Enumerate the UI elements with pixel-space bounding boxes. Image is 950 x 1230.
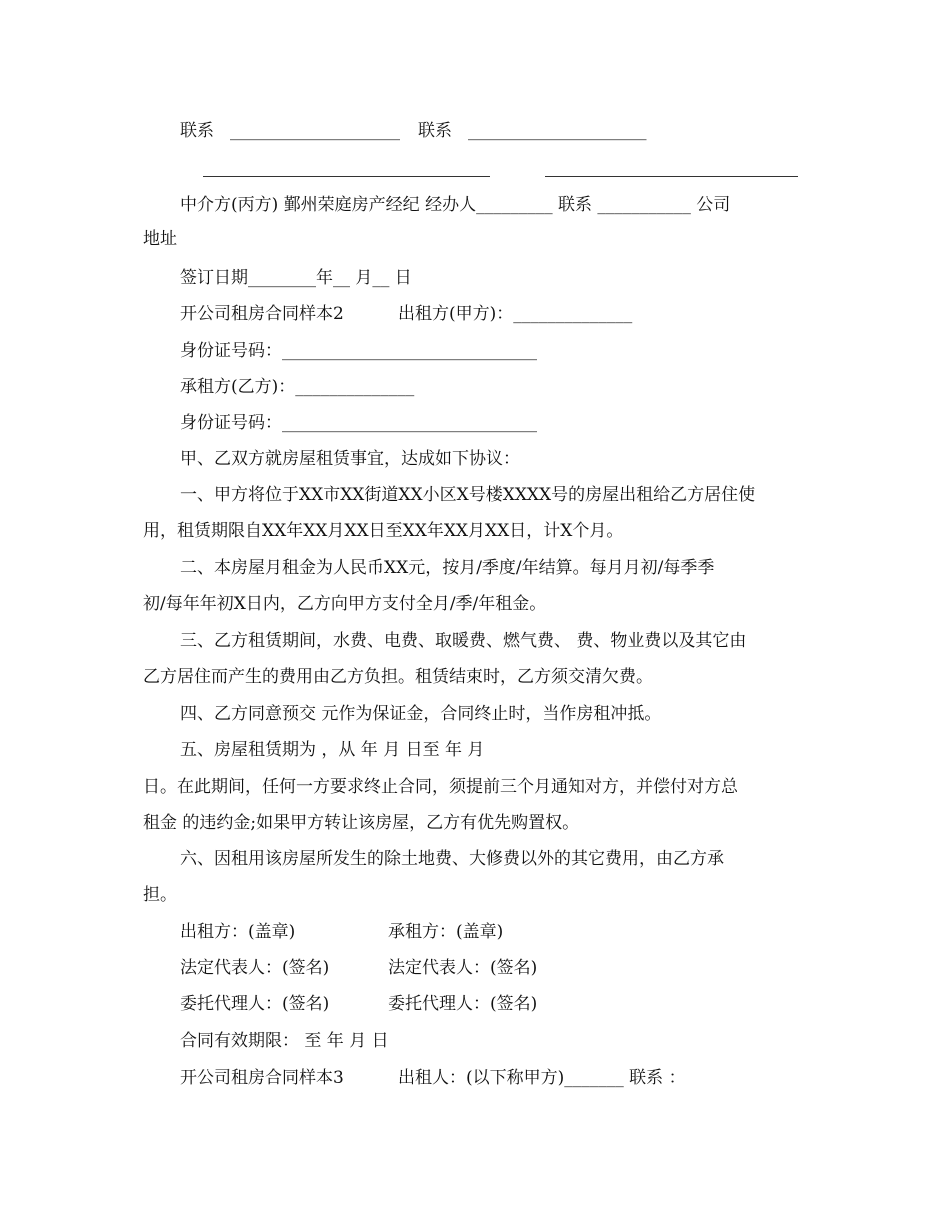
clause-5-line-1: 五、房屋租赁期为 ，从 年 月 日至 年 月 [180, 740, 485, 760]
contact-label-left: 联系 [180, 121, 214, 141]
clause-2-line-2: 初/每年年初X日内，乙方向甲方支付全月/季/年租金。 [143, 594, 547, 614]
sample2-lessor: 出租方(甲方)：______________ [398, 304, 633, 324]
contact-label-right: 联系 [418, 121, 452, 141]
clause-2-line-1: 二、本房屋月租金为人民币XX元，按月/季度/年结算。每月月初/每季季 [180, 558, 715, 578]
signature-rule-right [545, 176, 798, 177]
contract-validity: 合同有效期限： 至 年 月 日 [180, 1031, 389, 1051]
sample2-lessee: 承租方(乙方)：______________ [180, 377, 415, 397]
agent-line: 中介方(丙方) 鄞州荣庭房产经纪 经办人_________ 联系 ___________ 公司 [180, 195, 731, 215]
contact-blank-right: _____________________ [468, 121, 647, 141]
clause-5-line-3: 租金 的违约金;如果甲方转让该房屋，乙方有优先购置权。 [143, 813, 580, 833]
sig-lessor: 出租方：(盖章) [180, 922, 296, 942]
agent-rep-right: 委托代理人：(签名) [388, 994, 538, 1014]
clause-6-line-2: 担。 [143, 885, 177, 905]
contact-blank-left: ____________________ [230, 121, 400, 141]
clause-3-line-2: 乙方居住而产生的费用由乙方负担。租赁结束时，乙方须交清欠费。 [143, 667, 653, 687]
clause-3-line-1: 三、乙方租赁期间，水费、电费、取暖费、燃气费、 费、物业费以及其它由 [180, 631, 747, 651]
sample3-lessor: 出租人：(以下称甲方)_______ 联系 ： [398, 1068, 686, 1088]
sample2-intro: 甲、乙双方就房屋租赁事宜，达成如下协议： [180, 449, 520, 469]
sig-lessee: 承租方：(盖章) [388, 922, 504, 942]
agent-rep-left: 委托代理人：(签名) [180, 994, 330, 1014]
sample2-id-lessor: 身份证号码：______________________________ [180, 341, 537, 361]
clause-5-line-2: 日。在此期间，任何一方要求终止合同，须提前三个月通知对方，并偿付对方总 [143, 777, 738, 797]
sample3-title: 开公司租房合同样本3 [180, 1068, 344, 1088]
sample2-title: 开公司租房合同样本2 [180, 304, 344, 324]
legal-rep-left: 法定代表人：(签名) [180, 958, 330, 978]
legal-rep-right: 法定代表人：(签名) [388, 958, 538, 978]
signature-rule-left [203, 176, 490, 177]
sign-date: 签订日期________年__ 月__ 日 [180, 268, 412, 288]
clause-6-line-1: 六、因租用该房屋所发生的除土地费、大修费以外的其它费用，由乙方承 [180, 849, 724, 869]
sample2-id-lessee: 身份证号码：______________________________ [180, 413, 537, 433]
clause-1-line-1: 一、甲方将位于XX市XX街道XX小区X号楼XXXX号的房屋出租给乙方居住使 [180, 485, 756, 505]
clause-4: 四、乙方同意预交 元作为保证金，合同终止时，当作房租冲抵。 [180, 704, 662, 724]
clause-1-line-2: 用，租赁期限自XX年XX月XX日至XX年XX月XX日，计X个月。 [143, 521, 624, 541]
agent-line-cont: 地址 [143, 229, 177, 249]
